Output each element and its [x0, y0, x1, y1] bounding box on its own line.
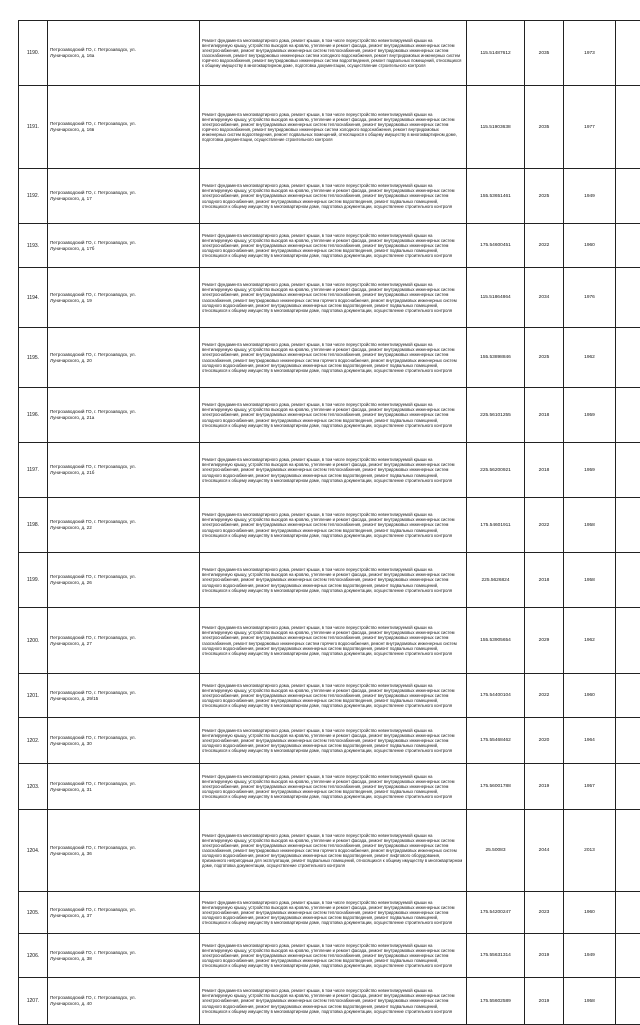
build-year: 1973 — [564, 21, 616, 86]
address-cell — [48, 224, 200, 268]
table-row — [19, 86, 640, 169]
table-row — [19, 21, 640, 86]
cost-value: 175.54200247 — [467, 892, 525, 934]
address-line-2: Луначарского, д. 37 — [50, 913, 197, 919]
empty-cell — [616, 388, 640, 443]
table-row — [19, 674, 640, 718]
empty-cell — [616, 86, 640, 169]
address-line-1: Петрозаводский ГО, г. Петрозаводск, ул. — [50, 47, 197, 53]
empty-cell — [616, 498, 640, 553]
row-number: 1207. — [19, 978, 48, 1025]
planned-year: 2025 — [525, 328, 564, 388]
row-number: 1196. — [19, 388, 48, 443]
address-cell — [48, 86, 200, 169]
cost-value: 115.51487612 — [467, 21, 525, 86]
empty-cell — [616, 674, 640, 718]
address-line-1: Петрозаводский ГО, г. Петрозаводск, ул. — [50, 845, 197, 851]
address-cell — [48, 674, 200, 718]
address-line-2: Луначарского, д. 17 — [50, 196, 197, 202]
works-description: Ремонт фундамента многоквартирного дома, ремонт крыши, в том числе переустройство невентилируемой крыши на вентилируемую крышу, устройство выходов на кровлю, утепление и ремонт фасада, ремонт внутридомовых инженерных систем электроснабжения, ремонт внутридомовых инженерных систем теплоснабжения, ремонт внутридомовых инженерных систем горячего водоснабжения, ремонт внутридомовых инженерных систем холодного водоснабжения, ремонт внутридомовых инженерных систем водоотведения, ремонт подвальных помещений, относящихся к общему имуществу в многоквартирном доме, подготовка документации, осуществление строительного контроля — [200, 86, 467, 169]
address-line-1: Петрозаводский ГО, г. Петрозаводск, ул. — [50, 950, 197, 956]
row-number: 1194. — [19, 268, 48, 328]
address-line-1: Петрозаводский ГО, г. Петрозаводск, ул. — [50, 121, 197, 127]
address-line-2: Луначарского, д. 20 — [50, 358, 197, 364]
works-description: Ремонт фундамента многоквартирного дома, ремонт крыши, в том числе переустройство невентилируемой крыши на вентилируемую крышу, устройство выходов на кровлю, утепление и ремонт фасада, ремонт внутридомовых инженерных систем электроснабжения, ремонт внутридомовых инженерных систем теплоснабжения, ремонт внутридомовых инженерных систем газоснабжения, ремонт внутридомовых инженерных систем горячего водоснабжения, ремонт внутридомовых инженерных систем холодного водоснабжения, ремонт внутридомовых инженерных систем водоотведения, ремонт подвальных помещений, относящихся к общему имуществу в многоквартирном доме, подготовка документации, осуществление строительного контроля — [200, 608, 467, 674]
row-number: 1191. — [19, 86, 48, 169]
empty-cell — [616, 810, 640, 892]
cost-value: 175.55468462 — [467, 718, 525, 764]
build-year: 2013 — [564, 810, 616, 892]
address-line-2: Луначарского, д. 29/15 — [50, 696, 197, 702]
address-line-2: Луначарского, д. 26 — [50, 580, 197, 586]
empty-cell — [616, 892, 640, 934]
address-cell — [48, 978, 200, 1025]
works-description: Ремонт фундамента многоквартирного дома, ремонт крыши, в том числе переустройство невентилируемой крыши на вентилируемую крышу, устройство выходов на кровлю, утепление и ремонт фасада, ремонт внутридомовых инженерных систем электроснабжения, ремонт внутридомовых инженерных систем теплоснабжения, ремонт внутридомовых инженерных систем газоснабжения, ремонт внутридомовых инженерных систем горячего водоснабжения, ремонт внутридомовых инженерных систем холодного водоснабжения, ремонт внутридомовых инженерных систем водоотведения, ремонт подвальных помещений, относящихся к общему имуществу в многоквартирном доме, подготовка документации, осуществление строительного контроля — [200, 268, 467, 328]
address-cell — [48, 718, 200, 764]
row-number: 1201. — [19, 674, 48, 718]
build-year: 1960 — [564, 674, 616, 718]
table-row — [19, 388, 640, 443]
cost-value: 175.54601911 — [467, 498, 525, 553]
table-row — [19, 224, 640, 268]
table-row — [19, 978, 640, 1025]
table-row — [19, 328, 640, 388]
empty-cell — [616, 224, 640, 268]
table-body — [19, 21, 640, 1025]
address-line-2: Луначарского, д. 30 — [50, 741, 197, 747]
row-number: 1198. — [19, 498, 48, 553]
works-description: Ремонт фундамента многоквартирного дома, ремонт крыши, в том числе переустройство невентилируемой крыши на вентилируемую крышу, устройство выходов на кровлю, утепление и ремонт фасада, ремонт внутридомовых инженерных систем электроснабжения, ремонт внутридомовых инженерных систем теплоснабжения, ремонт внутридомовых инженерных систем холодного водоснабжения, ремонт внутридомовых инженерных систем водоотведения, ремонт подвальных помещений, относящихся к общему имуществу в многоквартирном доме, подготовка документации, осуществление строительного контроля — [200, 169, 467, 224]
cost-value: 155.53898846 — [467, 328, 525, 388]
cost-value: 155.53905654 — [467, 608, 525, 674]
address-line-1: Петрозаводский ГО, г. Петрозаводск, ул. — [50, 409, 197, 415]
table-row — [19, 498, 640, 553]
works-description: Ремонт фундамента многоквартирного дома, ремонт крыши, в том числе переустройство невентилируемой крыши на вентилируемую крышу, устройство выходов на кровлю, утепление и ремонт фасада, ремонт внутридомовых инженерных систем электроснабжения, ремонт внутридомовых инженерных систем теплоснабжения, ремонт внутридомовых инженерных систем холодного водоснабжения, ремонт внутридомовых инженерных систем водоотведения, ремонт подвальных помещений, относящихся к общему имуществу в многоквартирном доме, подготовка документации, осуществление строительного контроля — [200, 764, 467, 810]
empty-cell — [616, 718, 640, 764]
address-line-1: Петрозаводский ГО, г. Петрозаводск, ул. — [50, 352, 197, 358]
empty-cell — [616, 169, 640, 224]
cost-value: 115.51903638 — [467, 86, 525, 169]
build-year: 1957 — [564, 764, 616, 810]
empty-cell — [616, 443, 640, 498]
address-cell — [48, 443, 200, 498]
address-line-2: Луначарского, д. 16а — [50, 53, 197, 59]
works-description: Ремонт фундамента многоквартирного дома, ремонт крыши, в том числе переустройство невентилируемой крыши на вентилируемую крышу, устройство выходов на кровлю, утепление и ремонт фасада, ремонт внутридомовых инженерных систем электроснабжения, ремонт внутридомовых инженерных систем теплоснабжения, ремонт внутридомовых инженерных систем холодного водоснабжения, ремонт внутридомовых инженерных систем водоотведения, ремонт подвальных помещений, относящихся к общему имуществу в многоквартирном доме, подготовка документации, осуществление строительного контроля — [200, 388, 467, 443]
address-line-1: Петрозаводский ГО, г. Петрозаводск, ул. — [50, 464, 197, 470]
planned-year: 2019 — [525, 764, 564, 810]
row-number: 1205. — [19, 892, 48, 934]
planned-year: 2029 — [525, 608, 564, 674]
table-row — [19, 553, 640, 608]
works-description: Ремонт фундамента многоквартирного дома, ремонт крыши, в том числе переустройство невентилируемой крыши на вентилируемую крышу, устройство выходов на кровлю, утепление и ремонт фасада, ремонт внутридомовых инженерных систем электроснабжения, ремонт внутридомовых инженерных систем теплоснабжения, ремонт внутридомовых инженерных систем холодного водоснабжения, ремонт внутридомовых инженерных систем водоотведения, ремонт подвальных помещений, относящихся к общему имуществу в многоквартирном доме, подготовка документации, осуществление строительного контроля — [200, 498, 467, 553]
empty-cell — [616, 934, 640, 978]
row-number: 1202. — [19, 718, 48, 764]
works-description: Ремонт фундамента многоквартирного дома, ремонт крыши, в том числе переустройство невентилируемой крыши на вентилируемую крышу, устройство выходов на кровлю, утепление и ремонт фасада, ремонт внутридомовых инженерных систем электроснабжения, ремонт внутридомовых инженерных систем теплоснабжения, ремонт внутридомовых инженерных систем холодного водоснабжения, ремонт внутридомовых инженерных систем водоотведения, ремонт подвальных помещений, относящихся к общему имуществу в многоквартирном доме, подготовка документации, осуществление строительного контроля — [200, 978, 467, 1025]
row-number: 1204. — [19, 810, 48, 892]
address-line-1: Петрозаводский ГО, г. Петрозаводск, ул. — [50, 190, 197, 196]
table-row — [19, 934, 640, 978]
cost-value: 155.53651461 — [467, 169, 525, 224]
empty-cell — [616, 978, 640, 1025]
empty-cell — [616, 21, 640, 86]
planned-year: 2022 — [525, 498, 564, 553]
planned-year: 2044 — [525, 810, 564, 892]
address-line-2: Луначарского, д. 38 — [50, 956, 197, 962]
table-row — [19, 718, 640, 764]
works-description: Ремонт фундамента многоквартирного дома, ремонт крыши, в том числе переустройство невентилируемой крыши на вентилируемую крышу, устройство выходов на кровлю, утепление и ремонт фасада, ремонт внутридомовых инженерных систем электроснабжения, ремонт внутридомовых инженерных систем теплоснабжения, ремонт внутридомовых инженерных систем газоснабжения, ремонт внутридомовых инженерных систем горячего водоснабжения, ремонт внутридомовых инженерных систем холодного водоснабжения, ремонт внутридомовых инженерных систем водоотведения, ремонт лифтового оборудования, признанного непригодным для эксплуатации, ремонт подвальных помещений, относящихся к общему имуществу в многоквартирном доме, подготовка документации, осуществление строительного контроля — [200, 810, 467, 892]
build-year: 1958 — [564, 553, 616, 608]
build-year: 1976 — [564, 268, 616, 328]
row-number: 1200. — [19, 608, 48, 674]
build-year: 1949 — [564, 934, 616, 978]
table-row — [19, 892, 640, 934]
planned-year: 2022 — [525, 674, 564, 718]
planned-year: 2019 — [525, 934, 564, 978]
address-cell — [48, 388, 200, 443]
cost-value: 175.55631314 — [467, 934, 525, 978]
cost-value: 175.54600451 — [467, 224, 525, 268]
build-year: 1958 — [564, 978, 616, 1025]
works-description: Ремонт фундамента многоквартирного дома, ремонт крыши, в том числе переустройство невентилируемой крыши на вентилируемую крышу, устройство выходов на кровлю, утепление и ремонт фасада, ремонт внутридомовых инженерных систем электроснабжения, ремонт внутридомовых инженерных систем теплоснабжения, ремонт внутридомовых инженерных систем холодного водоснабжения, ремонт внутридомовых инженерных систем водоотведения, ремонт подвальных помещений, относящихся к общему имуществу в многоквартирном доме, подготовка документации, осуществление строительного контроля — [200, 553, 467, 608]
build-year: 1960 — [564, 224, 616, 268]
address-line-2: Луначарского, д. 31 — [50, 787, 197, 793]
table-row — [19, 443, 640, 498]
address-cell — [48, 608, 200, 674]
empty-cell — [616, 764, 640, 810]
address-line-2: Луначарского, д. 21а — [50, 415, 197, 421]
cost-value: 115.51864864 — [467, 268, 525, 328]
planned-year: 2034 — [525, 268, 564, 328]
address-cell — [48, 934, 200, 978]
planned-year: 2025 — [525, 169, 564, 224]
address-line-1: Петрозаводский ГО, г. Петрозаводск, ул. — [50, 519, 197, 525]
empty-cell — [616, 608, 640, 674]
address-cell — [48, 810, 200, 892]
cost-value: 175.55602589 — [467, 978, 525, 1025]
row-number: 1193. — [19, 224, 48, 268]
address-line-1: Петрозаводский ГО, г. Петрозаводск, ул. — [50, 635, 197, 641]
address-line-1: Петрозаводский ГО, г. Петрозаводск, ул. — [50, 995, 197, 1001]
address-line-2: Луначарского, д. 22 — [50, 525, 197, 531]
build-year: 1977 — [564, 86, 616, 169]
address-line-1: Петрозаводский ГО, г. Петрозаводск, ул. — [50, 690, 197, 696]
cost-value: 25.50083 — [467, 810, 525, 892]
cost-value: 225.5626824 — [467, 553, 525, 608]
address-line-2: Луначарского, д. 19 — [50, 298, 197, 304]
cost-value: 225.56101255 — [467, 388, 525, 443]
works-description: Ремонт фундамента многоквартирного дома, ремонт крыши, в том числе переустройство невентилируемой крыши на вентилируемую крышу, устройство выходов на кровлю, утепление и ремонт фасада, ремонт внутридомовых инженерных систем электроснабжения, ремонт внутридомовых инженерных систем теплоснабжения, ремонт внутридомовых инженерных систем холодного водоснабжения, ремонт внутридомовых инженерных систем водоотведения, ремонт подвальных помещений, относящихся к общему имуществу в многоквартирном доме, подготовка документации, осуществление строительного контроля — [200, 443, 467, 498]
table-row — [19, 810, 640, 892]
build-year: 1962 — [564, 608, 616, 674]
build-year: 1958 — [564, 498, 616, 553]
address-line-2: Луначарского, д. 21б — [50, 470, 197, 476]
address-cell — [48, 892, 200, 934]
empty-cell — [616, 553, 640, 608]
planned-year: 2018 — [525, 553, 564, 608]
address-cell — [48, 498, 200, 553]
planned-year: 2035 — [525, 21, 564, 86]
empty-cell — [616, 268, 640, 328]
address-line-2: Луначарского, д. 36 — [50, 851, 197, 857]
address-line-2: Луначарского, д. 40 — [50, 1001, 197, 1007]
address-line-2: Луначарского, д. 16в — [50, 127, 197, 133]
build-year: 1964 — [564, 718, 616, 764]
works-description: Ремонт фундамента многоквартирного дома, ремонт крыши, в том числе переустройство невентилируемой крыши на вентилируемую крышу, устройство выходов на кровлю, утепление и ремонт фасада, ремонт внутридомовых инженерных систем электроснабжения, ремонт внутридомовых инженерных систем теплоснабжения, ремонт внутридомовых инженерных систем газоснабжения, ремонт внутридомовых инженерных систем горячего водоснабжения, ремонт внутридомовых инженерных систем холодного водоснабжения, ремонт внутридомовых инженерных систем водоотведения, ремонт подвальных помещений, относящихся к общему имуществу в многоквартирном доме, подготовка документации, осуществление строительного контроля — [200, 328, 467, 388]
works-description: Ремонт фундамента многоквартирного дома, ремонт крыши, в том числе переустройство невентилируемой крыши на вентилируемую крышу, устройство выходов на кровлю, утепление и ремонт фасада, ремонт внутридомовых инженерных систем электроснабжения, ремонт внутридомовых инженерных систем теплоснабжения, ремонт внутридомовых инженерных систем холодного водоснабжения, ремонт внутридомовых инженерных систем водоотведения, ремонт подвальных помещений, относящихся к общему имуществу в многоквартирном доме, подготовка документации, осуществление строительного контроля — [200, 674, 467, 718]
table-row — [19, 764, 640, 810]
address-line-2: Луначарского, д. 17б — [50, 246, 197, 252]
address-cell — [48, 553, 200, 608]
build-year: 1962 — [564, 328, 616, 388]
address-line-1: Петрозаводский ГО, г. Петрозаводск, ул. — [50, 735, 197, 741]
address-line-1: Петрозаводский ГО, г. Петрозаводск, ул. — [50, 907, 197, 913]
build-year: 1949 — [564, 169, 616, 224]
address-cell — [48, 764, 200, 810]
row-number: 1206. — [19, 934, 48, 978]
address-line-1: Петрозаводский ГО, г. Петрозаводск, ул. — [50, 240, 197, 246]
planned-year: 2020 — [525, 718, 564, 764]
works-description: Ремонт фундамента многоквартирного дома, ремонт крыши, в том числе переустройство невентилируемой крыши на вентилируемую крышу, устройство выходов на кровлю, утепление и ремонт фасада, ремонт внутридомовых инженерных систем электроснабжения, ремонт внутридомовых инженерных систем теплоснабжения, ремонт внутридомовых инженерных систем холодного водоснабжения, ремонт внутридомовых инженерных систем водоотведения, ремонт подвальных помещений, относящихся к общему имуществу в многоквартирном доме, подготовка документации, осуществление строительного контроля — [200, 224, 467, 268]
address-cell — [48, 328, 200, 388]
empty-cell — [616, 328, 640, 388]
repair-program-table — [18, 20, 640, 1025]
address-cell — [48, 268, 200, 328]
planned-year: 2019 — [525, 978, 564, 1025]
cost-value: 175.54400104 — [467, 674, 525, 718]
build-year: 1959 — [564, 443, 616, 498]
works-description: Ремонт фундамента многоквартирного дома, ремонт крыши, в том числе переустройство невентилируемой крыши на вентилируемую крышу, устройство выходов на кровлю, утепление и ремонт фасада, ремонт внутридомовых инженерных систем электроснабжения, ремонт внутридомовых инженерных систем теплоснабжения, ремонт внутридомовых инженерных систем холодного водоснабжения, ремонт внутридомовых инженерных систем водоотведения, ремонт подвальных помещений, относящихся к общему имуществу в многоквартирном доме, подготовка документации, осуществление строительного контроля — [200, 934, 467, 978]
build-year: 1959 — [564, 388, 616, 443]
works-description: Ремонт фундамента многоквартирного дома, ремонт крыши, в том числе переустройство невентилируемой крыши на вентилируемую крышу, устройство выходов на кровлю, утепление и ремонт фасада, ремонт внутридомовых инженерных систем электроснабжения, ремонт внутридомовых инженерных систем теплоснабжения, ремонт внутридомовых инженерных систем холодного водоснабжения, ремонт внутридомовых инженерных систем водоотведения, ремонт подвальных помещений, относящихся к общему имуществу в многоквартирном доме, подготовка документации, осуществление строительного контроля — [200, 892, 467, 934]
table-row — [19, 169, 640, 224]
build-year: 1960 — [564, 892, 616, 934]
cost-value: 175.56001788 — [467, 764, 525, 810]
address-line-1: Петрозаводский ГО, г. Петрозаводск, ул. — [50, 781, 197, 787]
row-number: 1195. — [19, 328, 48, 388]
works-description: Ремонт фундамента многоквартирного дома, ремонт крыши, в том числе переустройство невентилируемой крыши на вентилируемую крышу, устройство выходов на кровлю, утепление и ремонт фасада, ремонт внутридомовых инженерных систем электроснабжения, ремонт внутридомовых инженерных систем теплоснабжения, ремонт внутридомовых инженерных систем газоснабжения, ремонт внутридомовых инженерных систем холодного водоснабжения, ремонт внутридомовых инженерных систем горячего водоснабжения, ремонт внутридомовых инженерных систем водоотведения, ремонт подвальных помещений, относящихся к общему имуществу в многоквартирном доме, подготовка документации, осуществление строительного контроля — [200, 21, 467, 86]
row-number: 1197. — [19, 443, 48, 498]
planned-year: 2018 — [525, 443, 564, 498]
address-cell — [48, 169, 200, 224]
table-row — [19, 268, 640, 328]
table-row — [19, 608, 640, 674]
address-line-2: Луначарского, д. 27 — [50, 641, 197, 647]
planned-year: 2022 — [525, 224, 564, 268]
row-number: 1190. — [19, 21, 48, 86]
address-cell — [48, 21, 200, 86]
row-number: 1192. — [19, 169, 48, 224]
planned-year: 2035 — [525, 86, 564, 169]
address-line-1: Петрозаводский ГО, г. Петрозаводск, ул. — [50, 292, 197, 298]
row-number: 1199. — [19, 553, 48, 608]
address-line-1: Петрозаводский ГО, г. Петрозаводск, ул. — [50, 574, 197, 580]
planned-year: 2023 — [525, 892, 564, 934]
planned-year: 2018 — [525, 388, 564, 443]
cost-value: 225.56200921 — [467, 443, 525, 498]
row-number: 1203. — [19, 764, 48, 810]
works-description: Ремонт фундамента многоквартирного дома, ремонт крыши, в том числе переустройство невентилируемой крыши на вентилируемую крышу, устройство выходов на кровлю, утепление и ремонт фасада, ремонт внутридомовых инженерных систем электроснабжения, ремонт внутридомовых инженерных систем теплоснабжения, ремонт внутридомовых инженерных систем холодного водоснабжения, ремонт внутридомовых инженерных систем водоотведения, ремонт подвальных помещений, относящихся к общему имуществу в многоквартирном доме, подготовка документации, осуществление строительного контроля — [200, 718, 467, 764]
